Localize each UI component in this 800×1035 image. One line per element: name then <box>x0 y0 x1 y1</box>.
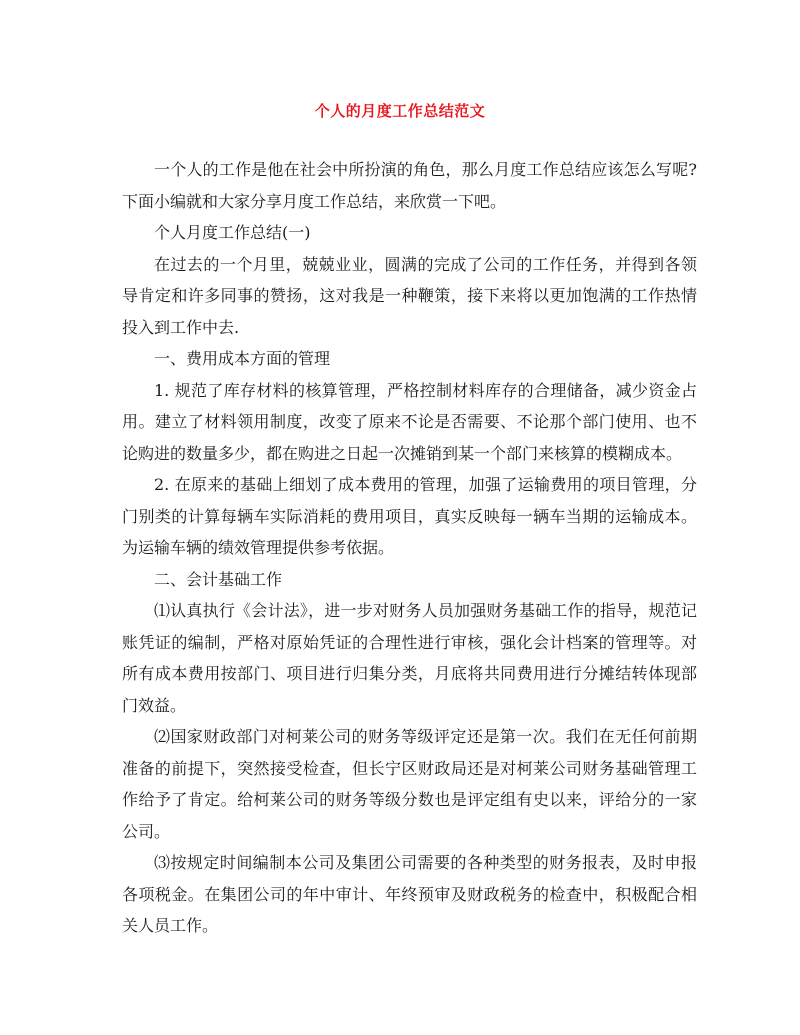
paragraph-intro: 一个人的工作是他在社会中所扮演的角色，那么月度工作总结应该怎么写呢?下面小编就和大家分享月度工作总结，来欣赏一下吧。 <box>122 160 697 211</box>
paragraph-item-2: 2. 在原来的基础上细划了成本费用的管理，加强了运输费用的项目管理，分门别类的计算每辆车实际消耗的费用项目，真实反映每一辆车当期的运输成本。为运输车辆的绩效管理提供参考依据。 <box>122 475 697 557</box>
section-heading-summary-one: 个人月度工作总结(一) <box>154 223 311 242</box>
paragraph-point-3: ⑶按规定时间编制本公司及集团公司需要的各种类型的财务报表，及时申报各项税金。在集团公司的年中审计、年终预审及财政税务的检查中，积极配合相关人员工作。 <box>122 853 697 935</box>
section-heading-cost-management: 一、费用成本方面的管理 <box>154 349 331 368</box>
document-title: 个人的月度工作总结范文 <box>314 102 486 120</box>
paragraph-point-1: ⑴认真执行《会计法》，进一步对财务人员加强财务基础工作的指导，规范记账凭证的编制，严格对原始凭证的合理性进行审核，强化会计档案的管理等。对所有成本费用按部门、项目进行归集分类，月底将共同费用进行分摊结转体现部门效益。 <box>122 601 697 715</box>
paragraph-point-2: ⑵国家财政部门对柯莱公司的财务等级评定还是第一次。我们在无任何前期准备的前提下，突然接受检查，但长宁区财政局还是对柯莱公司财务基础管理工作给予了肯定。给柯莱公司的财务等级分数也是评定组有史以来，评给分的一家公司。 <box>122 727 697 841</box>
section-heading-accounting-basics: 二、会计基础工作 <box>154 569 283 589</box>
document-body <box>122 154 697 942</box>
paragraph-overview: 在过去的一个月里，兢兢业业，圆满的完成了公司的工作任务，并得到各领导肯定和许多同事的赞扬，这对我是一种鞭策，接下来将以更加饱满的工作热情投入到工作中去. <box>122 254 697 337</box>
paragraph-item-1: 1. 规范了库存材料的核算管理，严格控制材料库存的合理储备，减少资金占用。建立了材料领用制度，改变了原来不论是否需要、不论那个部门使用、也不论购进的数量多少，都在购进之日起一次摊销到某一个部门来核算的模糊成本。 <box>122 380 697 463</box>
